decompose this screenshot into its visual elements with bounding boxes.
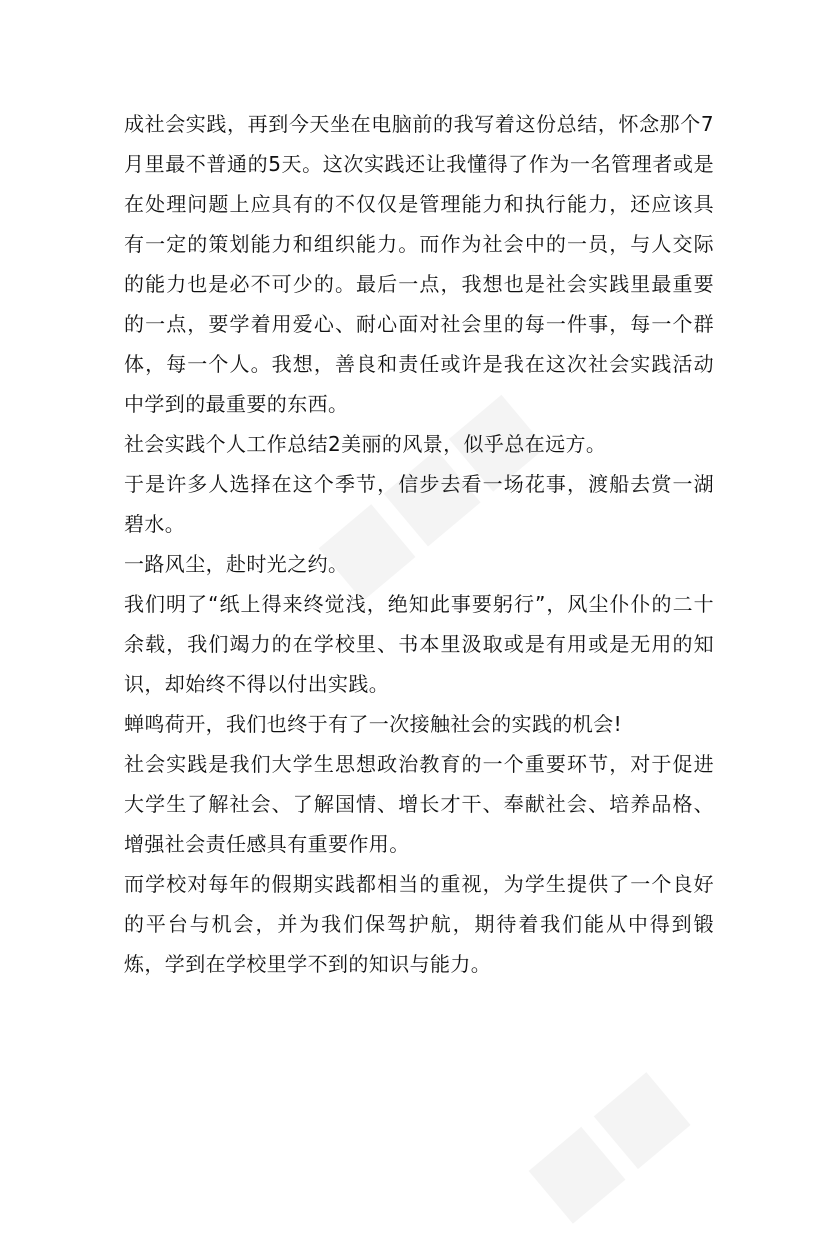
paragraph-5: 我们明了“纸上得来终觉浅，绝知此事要躬行”，风尘仆仆的二十余载，我们竭力的在学校里、书本里汲取或是有用或是无用的知识，却始终不得以付出实践。	[124, 592, 714, 696]
watermark	[506, 1048, 704, 1237]
paragraph-8: 而学校对每年的假期实践都相当的重视，为学生提供了一个良好的平台与机会，并为我们保驾护航，期待着我们能从中得到锻炼，学到在学校里学不到的知识与能力。	[124, 872, 714, 976]
paragraph-3: 于是许多人选择在这个季节，信步去看一场花事，渡船去赏一湖碧水。	[124, 472, 714, 536]
paragraph-4: 一路风尘，赴时光之约。	[124, 552, 349, 576]
paragraph-2: 社会实践个人工作总结2美丽的风景，似乎总在远方。	[124, 432, 607, 456]
paragraph-6: 蝉鸣荷开，我们也终于有了一次接触社会的实践的机会!	[124, 712, 623, 736]
paragraph-1: 成社会实践，再到今天坐在电脑前的我写着这份总结，怀念那个7月里最不普通的5天。这次实践还让我懂得了作为一名管理者或是在处理问题上应具有的不仅仅是管理能力和执行能力，还应该具有一定的策划能力和组织能力。而作为社会中的一员，与人交际的能力也是必不可少的。最后一点，我想也是社会实践里最重要的一点，要学着用爱心、耐心面对社会里的每一件事，每一个群体，每一个人。我想，善良和责任或许是我在这次社会实践活动中学到的最重要的东西。	[124, 112, 714, 416]
document-body	[124, 104, 714, 984]
paragraph-7: 社会实践是我们大学生思想政治教育的一个重要环节，对于促进大学生了解社会、了解国情、增长才干、奉献社会、培养品格、增强社会责任感具有重要作用。	[124, 752, 714, 856]
